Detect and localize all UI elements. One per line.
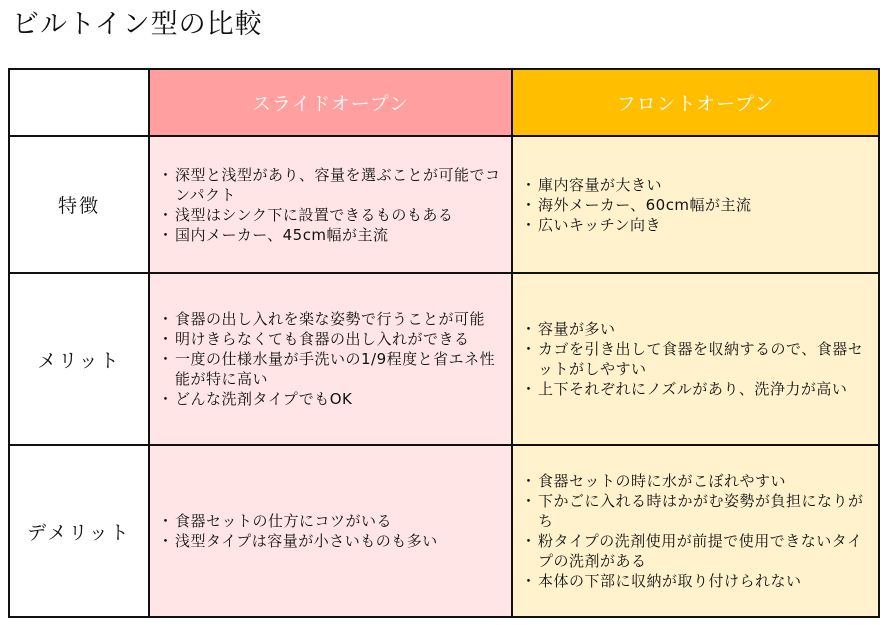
cell-merits-front-open: [512, 273, 879, 445]
table-row-demerits: [9, 445, 879, 617]
list-item: ・ 明けきらなくても食器の出し入れができる: [158, 329, 507, 349]
list-item: ・ どんな洗剤タイプでもOK: [158, 389, 507, 409]
comparison-table: [8, 68, 880, 618]
bullet-list: [513, 175, 878, 235]
column-header-front-open: フロントオープン: [512, 69, 879, 136]
page-title: ビルトイン型の比較: [12, 9, 263, 40]
table-header-row: [9, 69, 879, 136]
list-item: ・ 国内メーカー、45cm幅が主流: [158, 225, 507, 245]
cell-demerits-slide-open: [149, 445, 512, 617]
bullet-list: [513, 471, 878, 591]
list-item: ・ 海外メーカー、60cm幅が主流: [521, 195, 874, 215]
list-item: ・ 上下それぞれにノズルがあり、洗浄力が高い: [521, 379, 874, 399]
list-item: ・ 一度の仕様水量が手洗いの1/9程度と省エネ性能が特に高い: [158, 349, 507, 389]
list-item: ・ 下かごに入れる時はかがむ姿勢が負担になりがち: [521, 491, 874, 531]
bullet-list: [513, 319, 878, 399]
list-item: ・ 食器セットの時に水がこぼれやすい: [521, 471, 874, 491]
row-label-features: 特徴: [9, 136, 149, 273]
cell-merits-slide-open: [149, 273, 512, 445]
list-item: ・ 食器セットの仕方にコツがいる: [158, 511, 507, 531]
cell-features-front-open: [512, 136, 879, 273]
bullet-list: [150, 511, 511, 551]
list-item: ・ 粉タイプの洗剤使用が前提で使用できないタイプの洗剤がある: [521, 531, 874, 571]
list-item: ・ 深型と浅型があり、容量を選ぶことが可能でコンパクト: [158, 165, 507, 205]
bullet-list: [150, 165, 511, 245]
list-item: ・ 庫内容量が大きい: [521, 175, 874, 195]
list-item: ・ 食器の出し入れを楽な姿勢で行うことが可能: [158, 309, 507, 329]
row-label-demerits: デメリット: [9, 445, 149, 617]
list-item: ・ 浅型タイプは容量が小さいものも多い: [158, 531, 507, 551]
cell-demerits-front-open: [512, 445, 879, 617]
list-item: ・ カゴを引き出して食器を収納するので、食器セットがしやすい: [521, 339, 874, 379]
bullet-list: [150, 309, 511, 409]
column-header-slide-open: スライドオープン: [149, 69, 512, 136]
table-row-merits: [9, 273, 879, 445]
list-item: ・ 本体の下部に収納が取り付けられない: [521, 571, 874, 591]
cell-features-slide-open: [149, 136, 512, 273]
list-item: ・ 容量が多い: [521, 319, 874, 339]
table-row-features: [9, 136, 879, 273]
header-corner-cell: [9, 69, 149, 136]
row-label-merits: メリット: [9, 273, 149, 445]
list-item: ・ 広いキッチン向き: [521, 215, 874, 235]
list-item: ・ 浅型はシンク下に設置できるものもある: [158, 205, 507, 225]
